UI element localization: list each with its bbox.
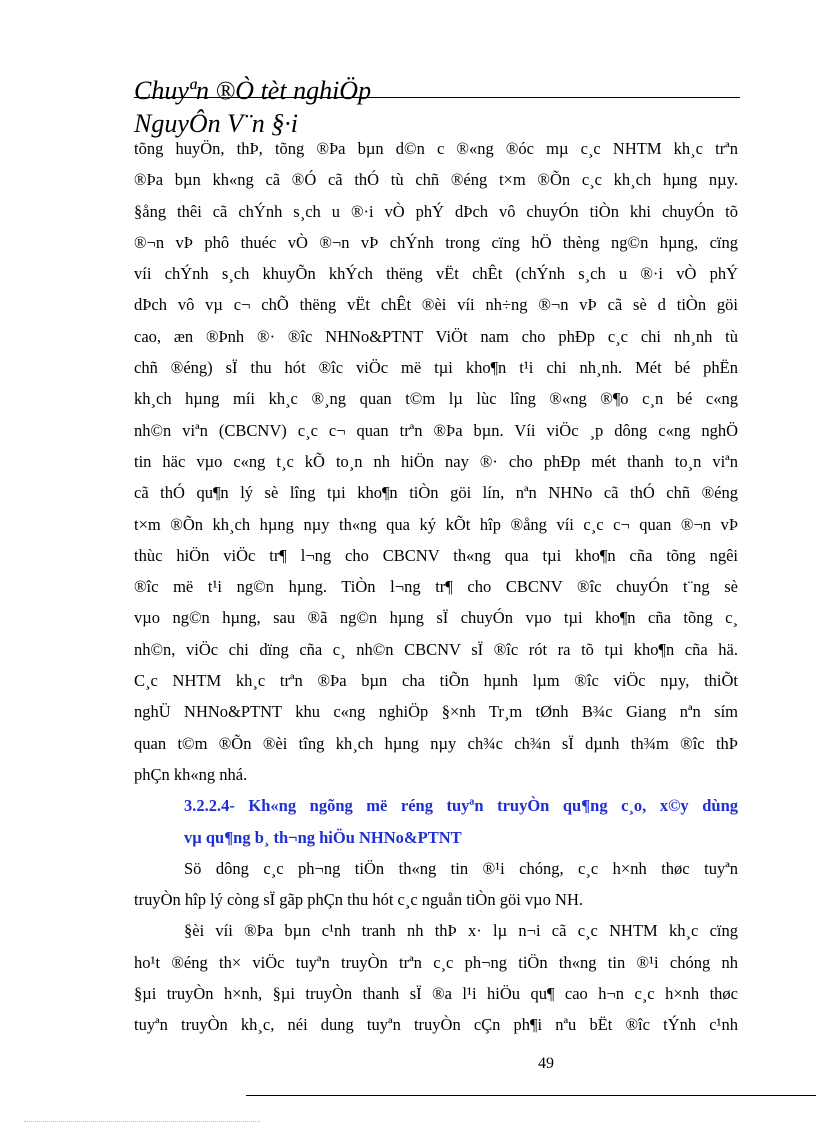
body-line: cao, æn ®Þnh ®· ®îc NHNo&PTNT ViÖt nam cho phÐp c¸c chi nh¸nh tù — [134, 326, 738, 346]
body-line: §µi truyÒn h×nh, §µi truyÒn thanh sÏ ®a l¹i hiÖu qu¶ cao h¬n c¸c h×nh thøc — [134, 984, 738, 1004]
body-line: nh©n, viÖc chi dïng cña c¸ nh©n CBCNV sÏ ®îc rót ra tõ tµi kho¶n cña hä. — [134, 639, 738, 659]
body-line: §ång thêi cã chÝnh s¸ch u ®·i vÒ phÝ dÞch vô chuyÓn tiÒn khi chuyÓn tõ — [134, 201, 738, 221]
header-rule — [134, 97, 740, 98]
body-line: kh¸ch hµng míi kh¸c ®¸ng quan t©m lµ lùc lîng ®«ng ®¶o c¸n bé c«ng — [134, 389, 738, 409]
body-line: ®Þa bµn kh«ng cã ®Ó cã thÓ tù chñ ®éng t×m ®Õn c¸c kh¸ch hµng nµy. — [134, 170, 738, 190]
body-line: phÇn kh«ng nhá. — [134, 764, 248, 784]
body-line: truyÒn hîp lý còng sÏ gãp phÇn thu hót c¸c nguån tiÒn göi vµo NH. — [134, 890, 583, 910]
body-line: t×m ®Õn kh¸ch hµng nµy th«ng qua ký kÕt hîp ®ång víi c¸c c¬ quan ®¬n vÞ — [134, 514, 738, 534]
body-line: quan t©m ®Õn ®èi tîng kh¸ch hµng nµy ch¾c ch¾n sÏ dµnh th¾m ®îc thÞ — [134, 733, 738, 753]
footer-rule — [246, 1095, 816, 1096]
section-heading: 3.2.2.4- Kh«ng ngõng më réng tuyªn truyÒn qu¶ng c¸o, x©y dùng — [184, 796, 738, 816]
body-line: dÞch vô vµ c¬ chÕ thëng vËt chÊt ®èi víi nh÷ng ®¬n vÞ cã sè d tiÒn göi — [134, 295, 738, 315]
body-line: ®îc më t¹i ng©n hµng. TiÒn l¬ng tr¶ cho CBCNV ®îc chuyÓn t¨ng sè — [134, 577, 738, 597]
body-line: C¸c NHTM kh¸c trªn ®Þa bµn cha tiÕn hµnh lµm ®îc viÖc nµy, thiÕt — [134, 671, 738, 691]
header-title: Chuyªn ®Ò tèt nghiÖp — [134, 76, 372, 105]
footer-dotted-line — [24, 1121, 260, 1122]
body-line: §èi víi ®Þa bµn c¹nh tranh nh thÞ x· lµ n¬i cã c¸c NHTM kh¸c cïng — [184, 921, 738, 941]
body-line: tin häc vµo c«ng t¸c kÕ to¸n nh hiÖn nay ®· cho phÐp mét thanh to¸n viªn — [134, 451, 738, 471]
header-author: NguyÔn V¨n §·i — [134, 109, 298, 138]
body-line: cã thÓ qu¶n lý sè lîng tµi kho¶n tiÒn göi lín, nªn NHNo cã thÓ chñ ®éng — [134, 483, 738, 503]
document-body — [134, 133, 738, 1041]
body-line: tõng huyÖn, thÞ, tõng ®Þa bµn d©n c ®«ng ®óc mµ c¸c NHTM kh¸c trªn — [134, 139, 738, 158]
section-heading-cont: vµ qu¶ng b¸ th¬ng hiÖu NHNo&PTNT — [184, 827, 462, 847]
body-line: thùc hiÖn viÖc tr¶ l¬ng cho CBCNV th«ng qua tµi kho¶n cña tõng ngêi — [134, 545, 738, 565]
body-line: vµo ng©n hµng, sau ®ã ng©n hµng sÏ chuyÓn vµo tµi kho¶n cña tõng c¸ — [134, 608, 738, 628]
body-line: nghÜ NHNo&PTNT khu c«ng nghiÖp §×nh Tr¸m tØnh B¾c Giang nªn sím — [134, 702, 738, 722]
body-line: nh©n viªn (CBCNV) c¸c c¬ quan trªn ®Þa bµn. Víi viÖc ¸p dông c«ng nghÖ — [134, 420, 738, 440]
body-line: víi chÝnh s¸ch khuyÕn khÝch thëng vËt chÊt (chÝnh s¸ch u ®·i vÒ phÝ — [134, 264, 738, 284]
body-line: Sö dông c¸c ph¬ng tiÖn th«ng tin ®¹i chóng, c¸c h×nh thøc tuyªn — [184, 858, 738, 878]
page-number: 49 — [538, 1055, 554, 1072]
body-line: ®¬n vÞ phô thuéc vÒ ®¬n vÞ chÝnh trong cïng hÖ thèng ng©n hµng, cïng — [134, 232, 738, 252]
body-line: tuyªn truyÒn kh¸c, néi dung tuyªn truyÒn cÇn ph¶i nªu bËt ®îc tÝnh c¹nh — [134, 1015, 738, 1035]
body-line: ho¹t ®éng th× viÖc tuyªn truyÒn trªn c¸c ph¬ng tiÖn th«ng tin ®¹i chóng nh — [134, 952, 738, 972]
body-line: chñ ®éng) sÏ thu hót ®îc viÖc më tµi kho¶n t¹i chi nh¸nh. Mét bé phËn — [134, 358, 738, 378]
